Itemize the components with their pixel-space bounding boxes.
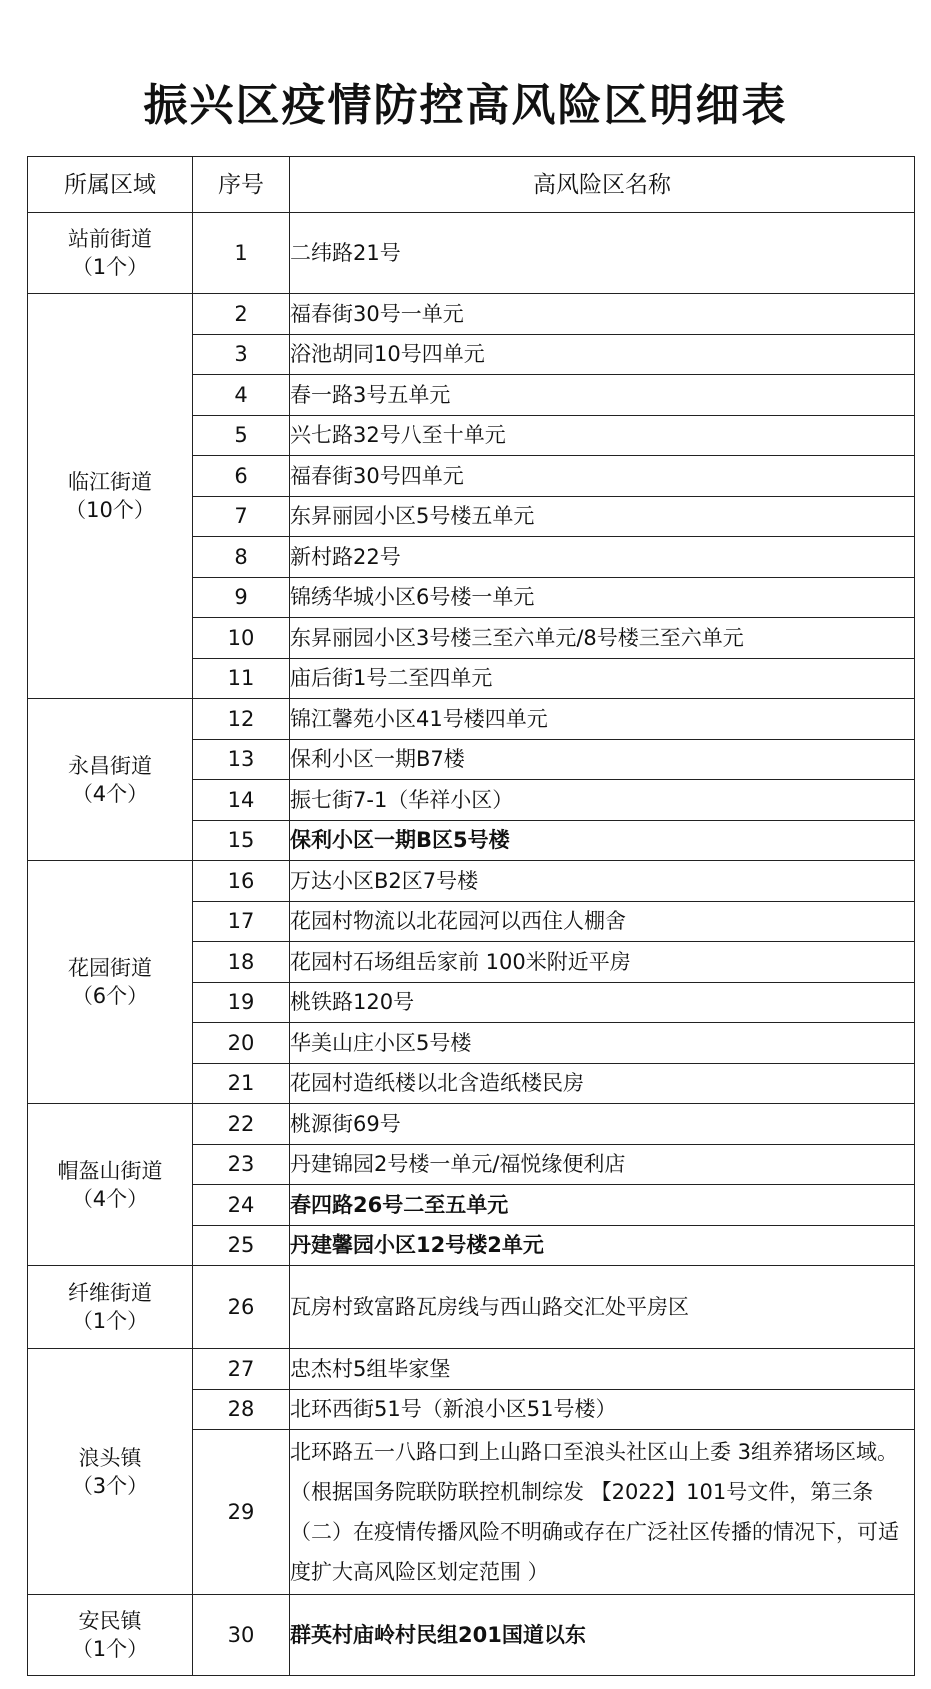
- seq-cell: 27: [193, 1349, 290, 1390]
- area-name-cell: 群英村庙岭村民组201国道以东: [290, 1595, 915, 1676]
- area-name-cell: 忠杰村5组毕家堡: [290, 1349, 915, 1390]
- seq-cell: 20: [193, 1023, 290, 1064]
- seq-cell: 17: [193, 901, 290, 942]
- seq-cell: 4: [193, 375, 290, 416]
- seq-cell: 2: [193, 294, 290, 335]
- seq-cell: 29: [193, 1430, 290, 1595]
- seq-cell: 22: [193, 1104, 290, 1145]
- district-count: （6个）: [71, 984, 149, 1008]
- area-name-cell: 东昇丽园小区3号楼三至六单元/8号楼三至六单元: [290, 618, 915, 659]
- district-count: （4个）: [71, 1186, 149, 1211]
- table-row: [28, 213, 915, 294]
- district-name: 临江街道: [68, 470, 152, 494]
- district-cell: [28, 294, 193, 699]
- area-name-cell: 桃铁路120号: [290, 982, 915, 1023]
- district-count: （3个）: [71, 1473, 149, 1498]
- header-name: 高风险区名称: [290, 157, 915, 213]
- seq-cell: 18: [193, 942, 290, 983]
- district-cell: [28, 861, 193, 1104]
- area-name-cell: 万达小区B2区7号楼: [290, 861, 915, 902]
- table-row: [28, 699, 915, 740]
- header-seq: 序号: [193, 157, 290, 213]
- seq-cell: 21: [193, 1063, 290, 1104]
- seq-cell: 12: [193, 699, 290, 740]
- district-name: 纤维街道: [68, 1281, 152, 1305]
- area-name-cell: 花园村造纸楼以北含造纸楼民房: [290, 1063, 915, 1104]
- area-name-cell: 花园村物流以北花园河以西住人棚舍: [290, 901, 915, 942]
- seq-cell: 30: [193, 1595, 290, 1676]
- seq-cell: 11: [193, 658, 290, 699]
- area-name-cell: 福春街30号一单元: [290, 294, 915, 335]
- header-district: 所属区域: [28, 157, 193, 213]
- seq-cell: 28: [193, 1389, 290, 1430]
- district-cell: [28, 213, 193, 294]
- seq-cell: 14: [193, 780, 290, 821]
- table-header-row: [28, 157, 915, 213]
- area-name-cell: 浴池胡同10号四单元: [290, 334, 915, 375]
- district-count: （4个）: [71, 781, 149, 806]
- district-cell: [28, 699, 193, 861]
- seq-cell: 25: [193, 1225, 290, 1266]
- seq-cell: 6: [193, 456, 290, 497]
- area-name-cell: 福春街30号四单元: [290, 456, 915, 497]
- seq-cell: 23: [193, 1144, 290, 1185]
- district-cell: [28, 1104, 193, 1266]
- table-row: [28, 1595, 915, 1676]
- table-row: [28, 294, 915, 335]
- area-name-cell: 华美山庄小区5号楼: [290, 1023, 915, 1064]
- seq-cell: 1: [193, 213, 290, 294]
- area-name-cell: 锦江馨苑小区41号楼四单元: [290, 699, 915, 740]
- district-cell: [28, 1266, 193, 1349]
- area-name-cell: 春四路26号二至五单元: [290, 1185, 915, 1226]
- area-name-cell: 兴七路32号八至十单元: [290, 415, 915, 456]
- area-name-cell: 丹建馨园小区12号楼2单元: [290, 1225, 915, 1266]
- district-name: 永昌街道: [68, 753, 152, 778]
- table-row: [28, 1266, 915, 1349]
- area-name-cell: 振七街7-1（华祥小区）: [290, 780, 915, 821]
- area-name-cell: 保利小区一期B区5号楼: [290, 820, 915, 861]
- district-name: 花园街道: [68, 956, 152, 980]
- seq-cell: 10: [193, 618, 290, 659]
- seq-cell: 3: [193, 334, 290, 375]
- district-name: 安民镇: [78, 1609, 142, 1633]
- seq-cell: 13: [193, 739, 290, 780]
- table-row: [28, 1104, 915, 1145]
- district-cell: [28, 1349, 193, 1595]
- area-name-cell: 二纬路21号: [290, 213, 915, 294]
- district-count: （1个）: [71, 1309, 149, 1333]
- area-name-cell: 丹建锦园2号楼一单元/福悦缘便利店: [290, 1144, 915, 1185]
- district-name: 帽盔山街道: [57, 1158, 163, 1183]
- district-name: 站前街道: [68, 227, 152, 251]
- seq-cell: 7: [193, 496, 290, 537]
- seq-cell: 15: [193, 820, 290, 861]
- seq-cell: 9: [193, 577, 290, 618]
- district-count: （1个）: [71, 255, 149, 279]
- seq-cell: 19: [193, 982, 290, 1023]
- high-risk-table: [27, 156, 915, 1676]
- table-row: [28, 1349, 915, 1390]
- seq-cell: 24: [193, 1185, 290, 1226]
- district-cell: [28, 1595, 193, 1676]
- seq-cell: 16: [193, 861, 290, 902]
- area-name-cell: 花园村石场组岳家前 100米附近平房: [290, 942, 915, 983]
- seq-cell: 8: [193, 537, 290, 578]
- area-name-cell: 保利小区一期B7楼: [290, 739, 915, 780]
- area-name-cell: 庙后街1号二至四单元: [290, 658, 915, 699]
- area-name-cell: 北环路五一八路口到上山路口至浪头社区山上委 3组养猪场区域。（根据国务院联防联控机制综发 【2022】101号文件，第三条（二）在疫情传播风险不明确或存在广泛社区传播的情况下，可适度扩大高风险区划定范围 ）: [290, 1430, 915, 1595]
- area-name-cell: 锦绣华城小区6号楼一单元: [290, 577, 915, 618]
- table-row: [28, 861, 915, 902]
- page-title: 振兴区疫情防控高风险区明细表: [143, 80, 788, 131]
- area-name-cell: 瓦房村致富路瓦房线与西山路交汇处平房区: [290, 1266, 915, 1349]
- area-name-cell: 东昇丽园小区5号楼五单元: [290, 496, 915, 537]
- area-name-cell: 桃源街69号: [290, 1104, 915, 1145]
- district-count: （1个）: [71, 1637, 149, 1661]
- area-name-cell: 新村路22号: [290, 537, 915, 578]
- area-name-cell: 北环西街51号（新浪小区51号楼）: [290, 1389, 915, 1430]
- seq-cell: 5: [193, 415, 290, 456]
- area-name-cell: 春一路3号五单元: [290, 375, 915, 416]
- district-count: （10个）: [65, 498, 155, 522]
- seq-cell: 26: [193, 1266, 290, 1349]
- district-name: 浪头镇: [78, 1445, 142, 1470]
